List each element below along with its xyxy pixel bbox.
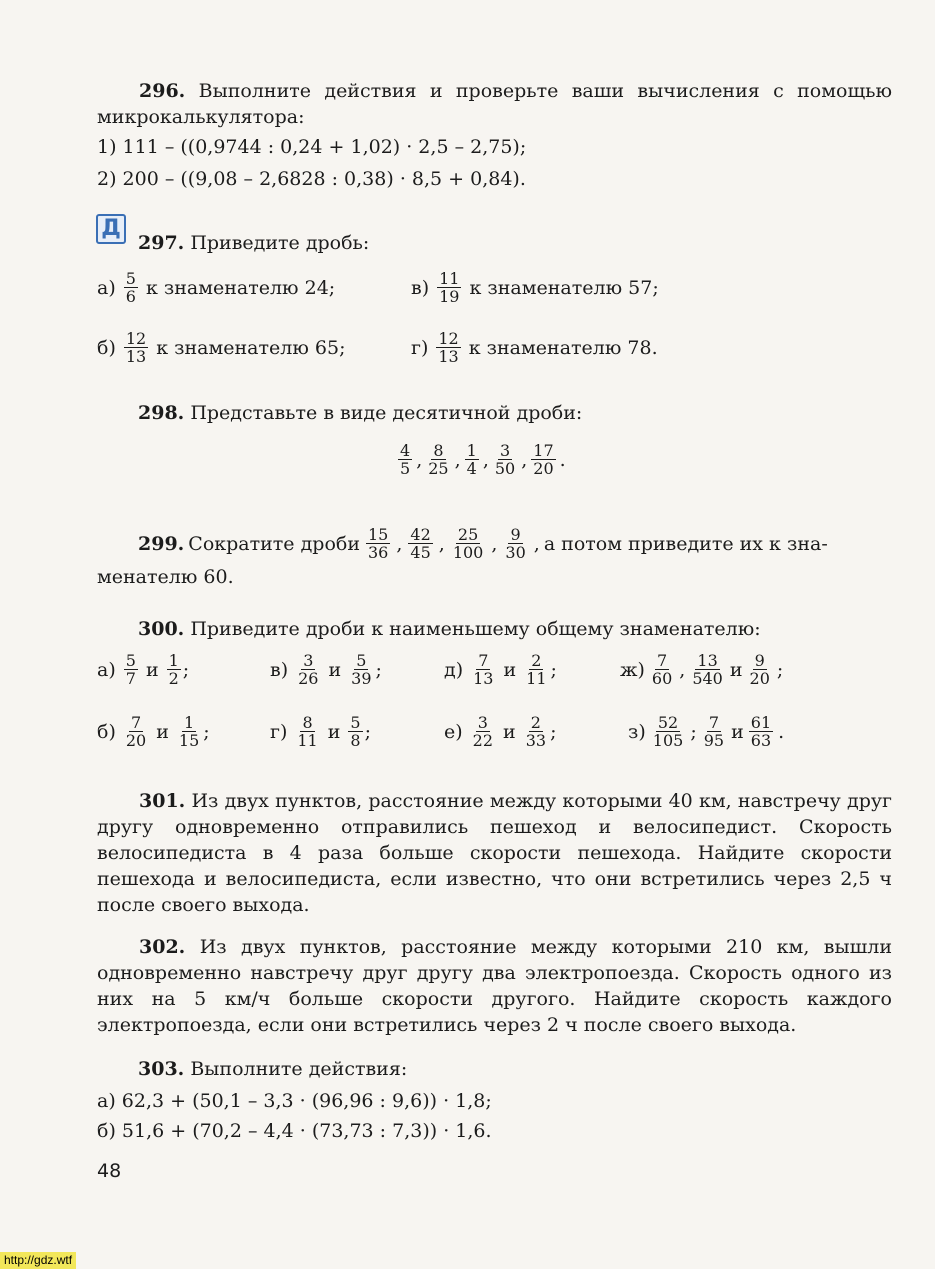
fraction: $\frac{13}{540}$	[692, 651, 723, 688]
problem-296-line-1: 1) 111 – ((0,9744 : 0,24 + 1,02) · 2,5 – 2,75);	[97, 136, 527, 158]
item-label: в)	[411, 276, 430, 299]
separator: ,	[416, 448, 423, 471]
item-label: г)	[411, 336, 429, 359]
problem-300-item-v	[270, 652, 382, 687]
fraction: $\frac{12}{13}$	[438, 329, 459, 366]
problem-number: 303.	[138, 1058, 185, 1080]
problem-text: Приведите дроби к наименьшему общему знаменателю:	[190, 618, 761, 640]
problem-297-item-g	[411, 330, 658, 365]
separator: ;	[550, 720, 557, 743]
item-label: з)	[628, 720, 646, 743]
conjunction: и	[327, 720, 341, 743]
fraction: $\frac{7}{20}$	[125, 713, 147, 750]
fraction: $\frac{1}{4}$	[466, 441, 477, 478]
separator: ;	[203, 720, 210, 743]
fraction: $\frac{61}{63}$	[750, 713, 772, 750]
problem-text: Сократите дроби	[188, 532, 360, 555]
item-label: б)	[97, 720, 116, 743]
problem-text: Выполните действия и проверьте ваши вычисления с помощью микрокалькулятора:	[97, 80, 892, 128]
problem-303-line-b: б) 51,6 + (70,2 – 4,4 · (73,73 : 7,3)) · 1,6.	[97, 1120, 492, 1142]
fraction: $\frac{1}{2}$	[168, 651, 179, 688]
item-label: а)	[97, 276, 116, 299]
fraction: $\frac{5}{8}$	[350, 713, 361, 750]
problem-300-item-zh	[620, 652, 783, 687]
problem-300-item-z	[628, 714, 784, 749]
conjunction: и	[145, 658, 159, 681]
problem-297-item-b	[97, 330, 346, 365]
problem-number: 298.	[138, 402, 185, 424]
item-label: а)	[97, 658, 116, 681]
problem-number: 296.	[139, 80, 186, 102]
problem-297-item-a	[97, 270, 335, 305]
separator: ,	[454, 448, 461, 471]
fraction: $\frac{15}{36}$	[368, 525, 389, 562]
fraction: $\frac{3}{50}$	[494, 441, 516, 478]
problem-301	[97, 788, 892, 918]
item-label: е)	[444, 720, 463, 743]
fraction: $\frac{1}{15}$	[178, 713, 200, 750]
item-label: в)	[270, 658, 289, 681]
fraction: $\frac{7}{95}$	[703, 713, 725, 750]
problem-303-line-a: а) 62,3 + (50,1 – 3,3 · (96,96 : 9,6)) · 1,8;	[97, 1090, 492, 1112]
problem-text: Выполните действия:	[190, 1058, 408, 1080]
problem-297-title	[138, 230, 369, 256]
fraction: $\frac{42}{45}$	[410, 525, 431, 562]
problem-number: 297.	[138, 232, 185, 254]
problem-298-fractions	[396, 442, 566, 477]
fraction: $\frac{9}{20}$	[749, 651, 770, 688]
conjunction: и	[729, 658, 743, 681]
conjunction: и	[503, 720, 516, 743]
separator: ;	[182, 658, 190, 681]
separator: ,	[521, 448, 528, 471]
fraction: $\frac{9}{30}$	[505, 525, 526, 562]
fraction: $\frac{3}{26}$	[298, 651, 319, 688]
problem-302	[97, 934, 892, 1038]
fraction: $\frac{7}{13}$	[473, 651, 494, 688]
separator: .	[559, 448, 566, 471]
problem-300-item-e	[444, 714, 556, 749]
fraction: $\frac{4}{5}$	[400, 441, 411, 478]
problem-296-line-2: 2) 200 – ((9,08 – 2,6828 : 0,38) · 8,5 + 0,84).	[97, 168, 526, 190]
separator: ,	[679, 658, 686, 681]
item-text: к знаменателю 65;	[156, 336, 346, 359]
conjunction: и	[156, 720, 169, 743]
fraction: $\frac{3}{22}$	[472, 713, 494, 750]
item-text: к знаменателю 57;	[469, 276, 659, 299]
separator: ;	[776, 658, 784, 681]
fraction: $\frac{5}{39}$	[351, 651, 372, 688]
fraction: $\frac{25}{100}$	[452, 525, 484, 562]
item-label: ж)	[620, 658, 645, 681]
problem-text: Из двух пунктов, расстояние между которыми 210 км, вышли одновременно навстречу друг другу два электропоезда. Скорость одного из них на 5 км/ч больше скорости другого. Найдите скорость каждого электропоезда, если они встретились через 2 ч после своего выхода.	[97, 936, 892, 1036]
watermark-link[interactable]: http://gdz.wtf	[0, 1252, 76, 1269]
problem-298-title	[138, 400, 582, 426]
conjunction: и	[731, 720, 744, 743]
problem-text: Приведите дробь:	[190, 232, 370, 254]
problem-299-line-1	[138, 526, 828, 561]
problem-299-line-2: менателю 60.	[97, 566, 234, 588]
fraction: $\frac{7}{60}$	[651, 651, 673, 688]
conjunction: и	[328, 658, 342, 681]
problem-300-item-d	[444, 652, 557, 687]
problem-300-item-g	[270, 714, 371, 749]
problem-300-item-b	[97, 714, 210, 749]
separator: ;	[550, 658, 557, 681]
fraction: $\frac{5}{7}$	[125, 651, 136, 688]
fraction: $\frac{17}{20}$	[533, 441, 554, 478]
fraction: $\frac{5}{6}$	[125, 269, 136, 306]
conjunction: и	[503, 658, 517, 681]
problem-text: Из двух пунктов, расстояние между которыми 40 км, навстречу друг другу одновременно отправились пешеход и велосипедист. Скорость велосипедиста в 4 раза больше скорости пешехода. Найдите скорости пешехода и велосипедиста, если известно, что они встретились через 2,5 ч после своего выхода.	[97, 790, 892, 916]
page-number: 48	[97, 1160, 122, 1182]
fraction: $\frac{8}{25}$	[428, 441, 449, 478]
separator: ,	[396, 532, 403, 555]
fraction: $\frac{11}{19}$	[439, 269, 460, 306]
separator: ;	[690, 720, 697, 743]
separator: ,	[482, 448, 489, 471]
problem-300-title	[138, 616, 761, 642]
fraction: $\frac{2}{11}$	[526, 651, 547, 688]
item-text: к знаменателю 78.	[468, 336, 658, 359]
fraction: $\frac{2}{33}$	[525, 713, 547, 750]
item-label: б)	[97, 336, 116, 359]
problem-number: 299.	[138, 532, 185, 555]
homework-icon: Д	[96, 214, 126, 244]
problem-number: 300.	[138, 618, 185, 640]
problem-303-title	[138, 1056, 407, 1082]
problem-number: 301.	[139, 790, 186, 812]
fraction: $\frac{52}{105}$	[652, 713, 684, 750]
problem-text: а потом приведите их к зна-	[543, 532, 828, 555]
separator: ,	[438, 532, 445, 555]
item-text: к знаменателю 24;	[145, 276, 336, 299]
item-label: д)	[444, 658, 464, 681]
problem-text: Представьте в виде десятичной дроби:	[190, 402, 583, 424]
separator: .	[778, 720, 785, 743]
separator: ,	[491, 532, 498, 555]
problem-number: 302.	[139, 936, 186, 958]
separator: ;	[375, 658, 382, 681]
fraction: $\frac{8}{11}$	[297, 713, 318, 750]
item-label: г)	[270, 720, 288, 743]
separator: ,	[533, 532, 540, 555]
separator: ;	[364, 720, 371, 743]
fraction: $\frac{12}{13}$	[125, 329, 147, 366]
problem-296	[97, 78, 892, 130]
problem-300-item-a	[97, 652, 189, 687]
problem-297-item-v	[411, 270, 659, 305]
